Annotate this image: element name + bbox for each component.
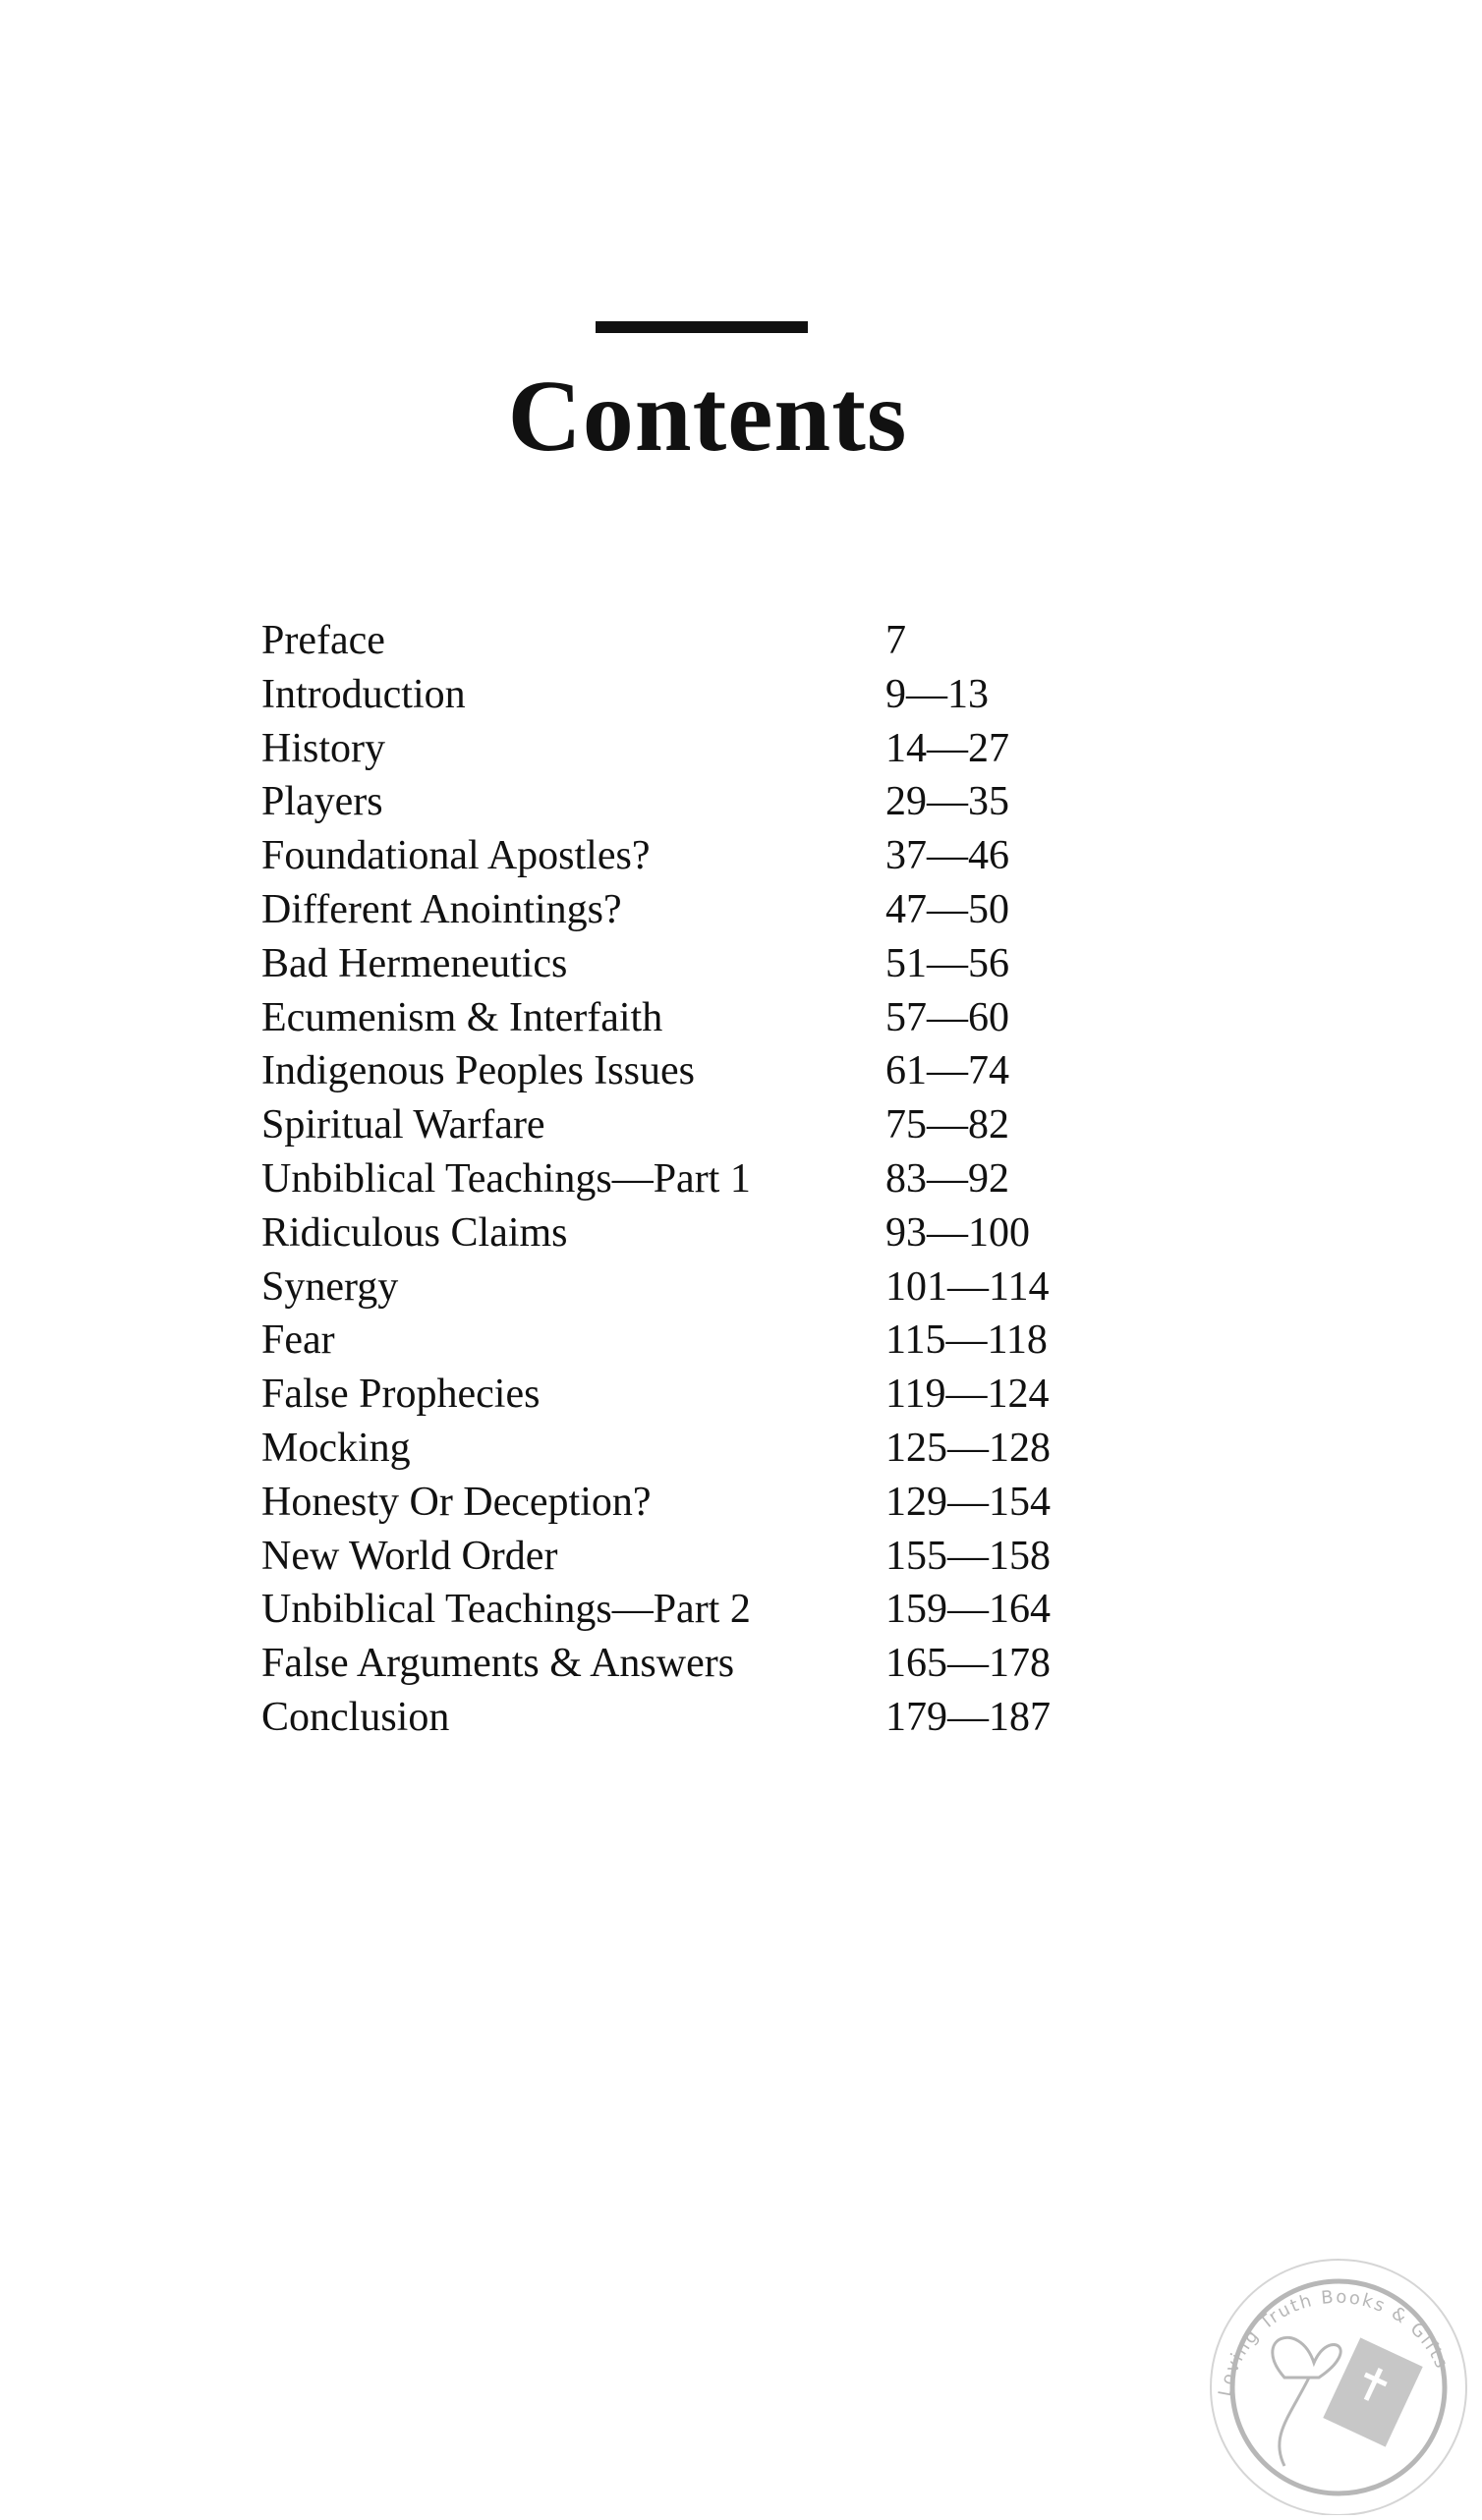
toc-entry-pages: 7 bbox=[885, 618, 906, 663]
toc-entry bbox=[261, 1422, 1146, 1476]
bible-ribbon-icon bbox=[1191, 2230, 1476, 2515]
toc-entry bbox=[261, 937, 1146, 991]
toc-entry-pages: 29—35 bbox=[885, 779, 1009, 825]
toc-entry bbox=[261, 775, 1146, 829]
toc-entry-pages: 51—56 bbox=[885, 940, 1009, 986]
toc-entry bbox=[261, 883, 1146, 937]
toc-entry-title: Unbiblical Teachings—Part 1 bbox=[261, 1155, 751, 1202]
toc-entry-title: Unbiblical Teachings—Part 2 bbox=[261, 1587, 751, 1633]
toc-entry-pages: 57—60 bbox=[885, 994, 1009, 1040]
toc-entry bbox=[261, 1691, 1146, 1745]
toc-entry-pages: 101—114 bbox=[885, 1263, 1050, 1310]
toc-entry-title: Mocking bbox=[261, 1425, 411, 1471]
toc-entry-title: Players bbox=[261, 779, 383, 825]
watermark-text: Loving Truth Books & Gifts bbox=[1215, 2286, 1453, 2398]
toc-entry-title: History bbox=[261, 725, 385, 771]
toc-entry-title: Preface bbox=[261, 618, 385, 663]
toc-entry-pages: 115—118 bbox=[885, 1317, 1048, 1364]
toc-entry bbox=[261, 829, 1146, 883]
toc-entry-title: Honesty Or Deception? bbox=[261, 1479, 652, 1525]
toc-entry bbox=[261, 1314, 1146, 1368]
toc-entry bbox=[261, 1368, 1146, 1422]
toc-entry bbox=[261, 1583, 1146, 1637]
toc-entry bbox=[261, 991, 1146, 1045]
toc-entry-pages: 93—100 bbox=[885, 1209, 1030, 1256]
toc-entry-pages: 37—46 bbox=[885, 833, 1009, 879]
toc-entry bbox=[261, 668, 1146, 722]
toc-entry-pages: 159—164 bbox=[885, 1587, 1051, 1633]
toc-entry-pages: 9—13 bbox=[885, 671, 989, 717]
toc-entry bbox=[261, 1637, 1146, 1691]
toc-entry-pages: 125—128 bbox=[885, 1425, 1051, 1471]
toc-entry-pages: 179—187 bbox=[885, 1694, 1051, 1740]
toc-entry-pages: 47—50 bbox=[885, 886, 1009, 932]
toc-entry-pages: 61—74 bbox=[885, 1048, 1009, 1094]
toc-entry-title: Fear bbox=[261, 1317, 335, 1364]
toc-entry-title: New World Order bbox=[261, 1533, 558, 1579]
toc-entry-pages: 119—124 bbox=[885, 1372, 1050, 1418]
toc-entry-title: Ridiculous Claims bbox=[261, 1209, 568, 1256]
title-rule bbox=[596, 321, 808, 333]
toc-entry bbox=[261, 1476, 1146, 1530]
toc-entry-pages: 75—82 bbox=[885, 1102, 1009, 1148]
toc-entry bbox=[261, 1530, 1146, 1584]
page-title: Contents bbox=[507, 360, 908, 473]
toc-entry-title: Spiritual Warfare bbox=[261, 1102, 545, 1148]
toc-entry-title: Different Anointings? bbox=[261, 886, 622, 932]
toc-entry bbox=[261, 1206, 1146, 1260]
watermark-stamp bbox=[1191, 2230, 1476, 2515]
toc-entry-pages: 83—92 bbox=[885, 1155, 1009, 1202]
toc-entry-title: Synergy bbox=[261, 1263, 399, 1310]
toc-entry-title: Conclusion bbox=[261, 1694, 450, 1740]
toc-entry bbox=[261, 614, 1146, 668]
toc-entry-title: Ecumenism & Interfaith bbox=[261, 994, 663, 1040]
toc-entry-title: Foundational Apostles? bbox=[261, 833, 651, 879]
toc-entry-pages: 14—27 bbox=[885, 725, 1009, 771]
toc-entry bbox=[261, 1098, 1146, 1152]
table-of-contents bbox=[261, 614, 1146, 1745]
toc-entry-title: False Prophecies bbox=[261, 1372, 541, 1418]
toc-entry-pages: 155—158 bbox=[885, 1533, 1051, 1579]
toc-entry bbox=[261, 722, 1146, 776]
toc-entry-title: Bad Hermeneutics bbox=[261, 940, 568, 986]
toc-entry-title: False Arguments & Answers bbox=[261, 1641, 735, 1687]
toc-entry-title: Indigenous Peoples Issues bbox=[261, 1048, 695, 1094]
toc-entry-pages: 165—178 bbox=[885, 1641, 1051, 1687]
toc-entry bbox=[261, 1152, 1146, 1206]
toc-entry bbox=[261, 1260, 1146, 1315]
toc-entry-pages: 129—154 bbox=[885, 1479, 1051, 1525]
toc-entry bbox=[261, 1044, 1146, 1098]
toc-entry-title: Introduction bbox=[261, 671, 466, 717]
